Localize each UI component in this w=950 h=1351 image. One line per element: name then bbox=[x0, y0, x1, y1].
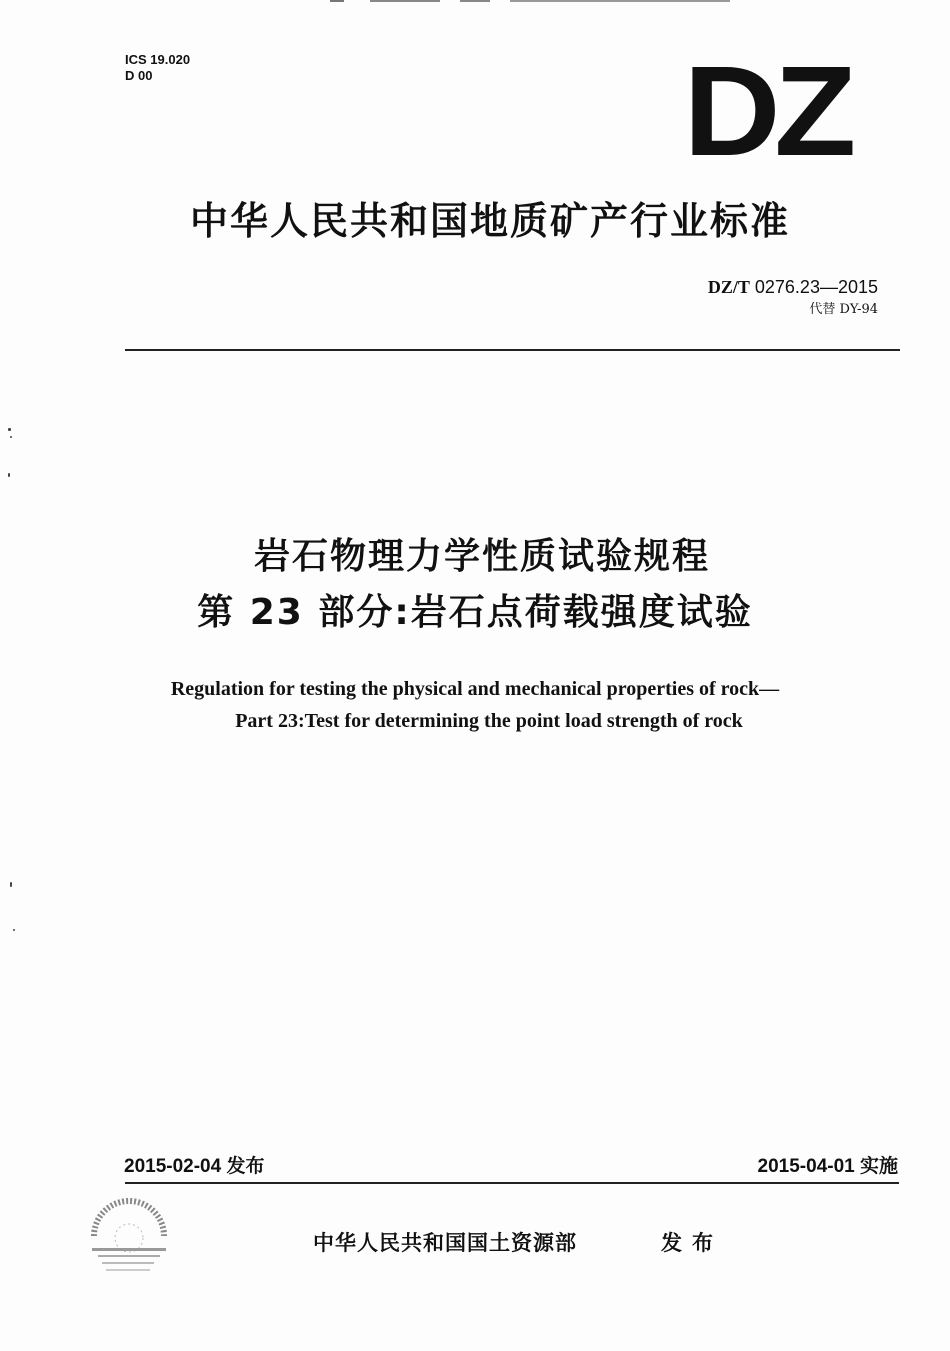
issue-label: 发布 bbox=[661, 1231, 723, 1255]
classification-block bbox=[125, 52, 190, 84]
title-en-line1: Regulation for testing the physical and mechanical properties of rock— bbox=[170, 678, 780, 700]
scan-speck bbox=[8, 428, 11, 431]
standard-category: 中华人民共和国地质矿产行业标准 bbox=[189, 199, 790, 243]
ccs-code: D 00 bbox=[125, 68, 153, 83]
title-en-line2: Part 23:Test for determining the point load strength of rock bbox=[235, 710, 743, 732]
ics-code: ICS 19.020 bbox=[125, 52, 191, 67]
scan-speck bbox=[10, 436, 12, 438]
anti-counterfeit-stamp-icon bbox=[86, 1196, 172, 1276]
scan-speck bbox=[10, 882, 12, 887]
title-zh-line1: 岩石物理力学性质试验规程 bbox=[253, 536, 710, 577]
standard-number-value: 0276.23—2015 bbox=[754, 277, 878, 297]
issuing-authority: 中华人民共和国国土资源部 bbox=[313, 1231, 577, 1255]
header-divider bbox=[125, 349, 900, 351]
dz-logo: DZ bbox=[683, 40, 850, 183]
scan-speck bbox=[8, 473, 10, 477]
replaces-note: 代替 DY-94 bbox=[809, 302, 878, 317]
standard-number bbox=[708, 277, 878, 297]
title-zh-line2: 第 23 部分:岩石点荷载强度试验 bbox=[197, 592, 753, 633]
footer-divider bbox=[125, 1182, 899, 1184]
implement-date: 2015-04-01 实施 bbox=[757, 1156, 898, 1177]
standard-number-prefix: DZ/T bbox=[707, 277, 750, 297]
scan-speck bbox=[13, 929, 15, 931]
publish-date: 2015-02-04 发布 bbox=[124, 1156, 265, 1177]
scan-edge-marks bbox=[330, 0, 830, 3]
